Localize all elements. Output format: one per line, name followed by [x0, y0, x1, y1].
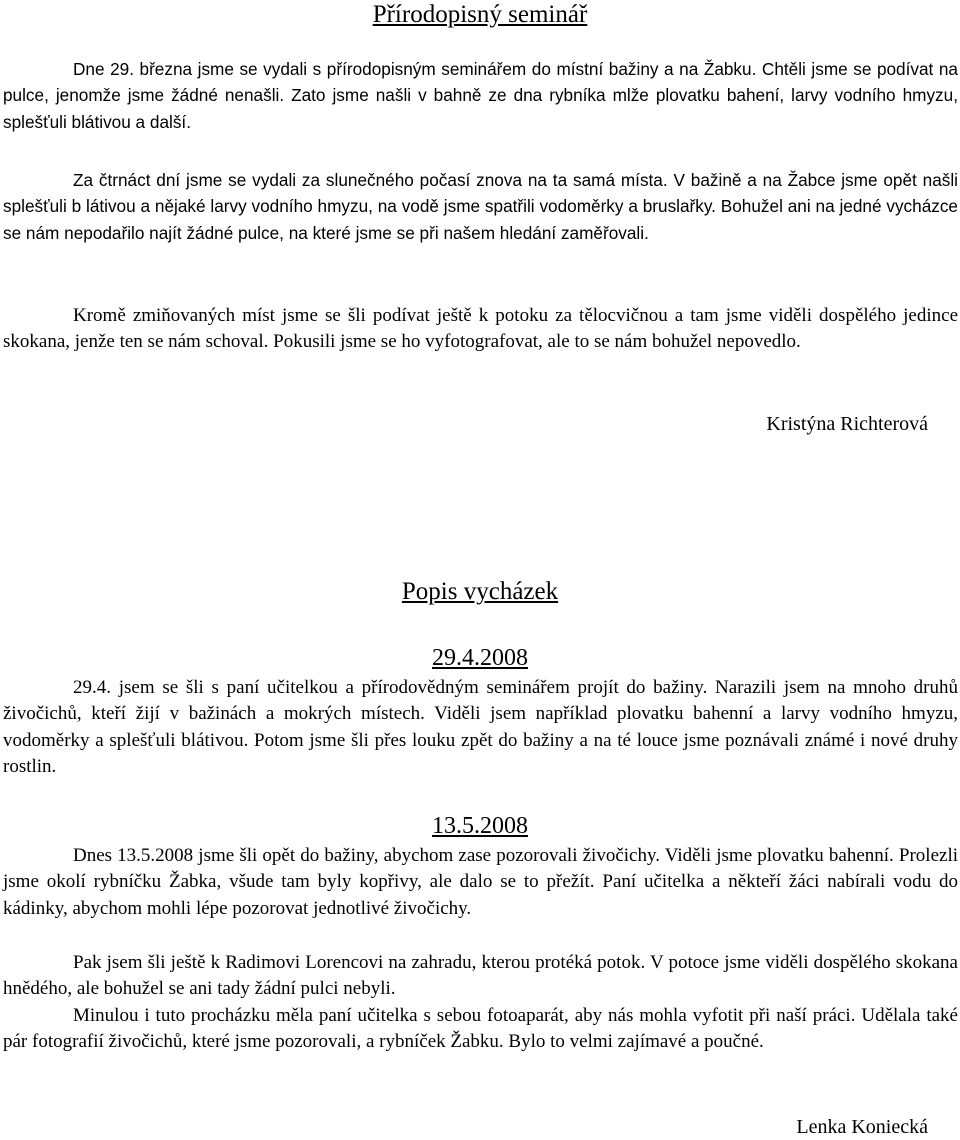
- paragraph-second-visit: Za čtrnáct dní jsme se vydali za slunečného počasí znova na ta samá místa. V bažině a na Žabce jsme opět našli splešťuli b látivou a nějaké larvy vodního hmyzu, na vodě jsme spatřili vodoměrky a bruslařky. Bohužel ani na jedné vycházce se nám nepodařilo najít žádné pulce, na které jsme se při našem hledání zaměřovali.: [3, 170, 958, 243]
- paragraph-walk-13-5: Dnes 13.5.2008 jsme šli opět do bažiny, abychom zase pozorovali živočichy. Viděli jsme plovatku bahenní. Prolezli jsme okolí rybníčku Žabka, všude tam byly kopřivy, ale dalo se to přežít. Paní učitelka a někteří žáci nabírali vodu do kádinky, abychom mohli lépe pozorovat jednotlivé živočichy.: [3, 845, 958, 919]
- date-heading-29-4: 29.4.2008: [432, 645, 528, 671]
- paragraph-photos: Minulou i tuto procházku měla paní učitelka s sebou fotoaparát, aby nás mohla vyfotit při naší práci. Udělala také pár fotografií živočichů, které jsme pozorovali, a rybníček Žabku. Bylo to velmi zajímavé a poučné.: [3, 1005, 958, 1053]
- paragraph-walk-29-4: 29.4. jsem se šli s paní učitelkou a přírodovědným seminářem projít do bažiny. Narazili jsem na mnoho druhů živočichů, kteří žijí v bažinách a mokrých místech. Viděli jsem například plovatku bahenní a larvy vodního hmyzu, vodoměrky a splešťuli blátivou. Potom jsme šli přes louku zpět do bažiny a na té louce jsme poznávali známé i nové druhy rostlin.: [3, 677, 958, 777]
- title-prirodopisny-seminar: Přírodopisný seminář: [372, 1, 588, 28]
- signature-kristyna: Kristýna Richterová: [766, 413, 928, 435]
- paragraph-creek-visit: Kromě zmiňovaných míst jsme se šli podívat ještě k potoku za tělocvičnou a tam jsme viděli dospělého jedince skokana, jenže ten se nám schoval. Pokusili jsme se ho vyfotografovat, ale to se nám bohužel nepovedlo.: [3, 305, 958, 353]
- signature-lenka: Lenka Koniecká: [796, 1116, 928, 1138]
- paragraph-seminar-visit: Dne 29. března jsme se vydali s přírodopisným seminářem do místní bažiny a na Žabku. Chtěli jsme se podívat na pulce, jenomže jsme žádné nenašli. Zato jsme našli v bahně ze dna rybníka mlže plovatku bahení, larvy vodního hmyzu, splešťuli blátivou a další.: [3, 59, 958, 132]
- paragraph-radim-garden: Pak jsem šli ještě k Radimovi Lorencovi na zahradu, kterou protéká potok. V potoce jsme viděli dospělého skokana hnědého, ale bohužel se ani tady žádní pulci nebyli.: [3, 952, 958, 1000]
- title-popis-vychazek: Popis vycházek: [401, 578, 559, 605]
- date-heading-13-5: 13.5.2008: [432, 813, 528, 839]
